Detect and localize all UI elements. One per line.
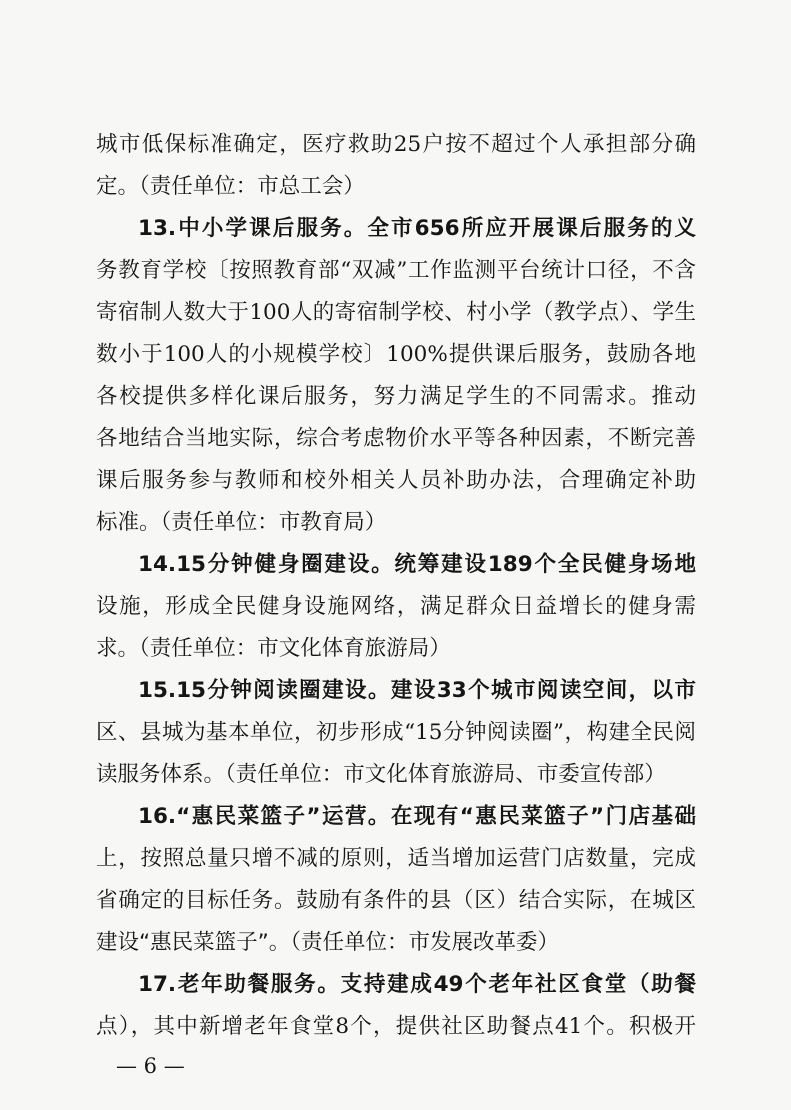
text-line-18: 上，按照总量只增不减的原则，适当增加运营门店数量，完成 bbox=[96, 846, 696, 871]
text-line-19: 省确定的目标任务。鼓励有条件的县（区）结合实际，在城区 bbox=[96, 888, 696, 913]
item-14-heading-line: 14.15分钟健身圈建设。统筹建设189个全民健身场地 bbox=[138, 552, 696, 577]
text-line-10: 标准。（责任单位：市教育局） bbox=[96, 510, 387, 535]
text-line-2: 定。（责任单位：市总工会） bbox=[96, 174, 365, 199]
text-line-9: 课后服务参与教师和校外相关人员补助办法，合理确定补助 bbox=[96, 468, 696, 493]
text-line-7: 各校提供多样化课后服务，努力满足学生的不同需求。推动 bbox=[96, 384, 696, 409]
text-line-8: 各地结合当地实际，综合考虑物价水平等各种因素，不断完善 bbox=[96, 426, 696, 451]
item-16-heading-line: 16.“惠民菜篮子”运营。在现有“惠民菜篮子”门店基础 bbox=[138, 804, 696, 829]
text-line-6: 数小于100人的小规模学校〕100%提供课后服务，鼓励各地 bbox=[96, 342, 696, 367]
text-line-1: 城市低保标准确定，医疗救助25户按不超过个人承担部分确 bbox=[96, 132, 696, 157]
page-number: — 6 — bbox=[116, 1054, 185, 1078]
text-line-16: 读服务体系。（责任单位：市文化体育旅游局、市委宣传部） bbox=[96, 762, 666, 787]
text-line-12: 设施，形成全民健身设施网络，满足群众日益增长的健身需 bbox=[96, 594, 696, 619]
text-line-5: 寄宿制人数大于100人的寄宿制学校、村小学（教学点）、学生 bbox=[96, 300, 696, 325]
text-line-15: 区、县城为基本单位，初步形成“15分钟阅读圈”，构建全民阅 bbox=[96, 720, 696, 745]
text-line-13: 求。（责任单位：市文化体育旅游局） bbox=[96, 636, 451, 661]
text-line-4: 务教育学校〔按照教育部“双减”工作监测平台统计口径，不含 bbox=[96, 258, 696, 283]
item-17-heading-line: 17.老年助餐服务。支持建成49个老年社区食堂（助餐 bbox=[138, 972, 696, 997]
item-15-heading-line: 15.15分钟阅读圈建设。建设33个城市阅读空间，以市 bbox=[138, 678, 696, 703]
text-line-22: 点），其中新增老年食堂8个，提供社区助餐点41个。积极开 bbox=[96, 1014, 696, 1039]
text-line-20: 建设“惠民菜篮子”。（责任单位：市发展改革委） bbox=[96, 930, 560, 955]
item-13-heading-line: 13.中小学课后服务。全市656所应开展课后服务的义 bbox=[138, 216, 696, 241]
